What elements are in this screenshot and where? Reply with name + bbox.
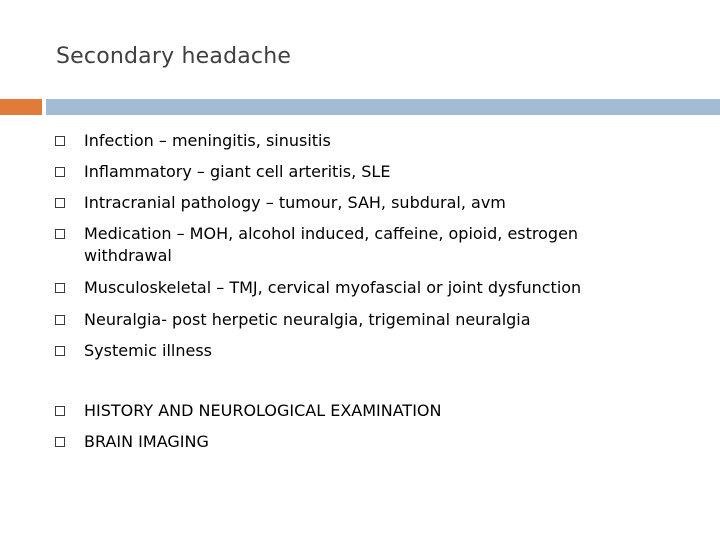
list-item [55, 223, 695, 267]
list-item [55, 161, 695, 183]
bullet-text: Systemic illness [84, 341, 212, 360]
list-item [55, 431, 695, 453]
list-item [55, 340, 695, 362]
square-bullet-icon [55, 229, 65, 239]
square-bullet-icon [55, 198, 65, 208]
square-bullet-icon [55, 315, 65, 325]
bullet-text: Neuralgia- post herpetic neuralgia, trigeminal neuralgia [84, 310, 531, 329]
list-item [55, 277, 695, 299]
square-bullet-icon [55, 136, 65, 146]
square-bullet-icon [55, 437, 65, 447]
list-item [55, 192, 695, 214]
square-bullet-icon [55, 283, 65, 293]
bullet-text: Intracranial pathology – tumour, SAH, subdural, avm [84, 193, 506, 212]
bullet-text: Infection – meningitis, sinusitis [84, 131, 331, 150]
bullet-text: Medication – MOH, alcohol induced, caffeine, opioid, estrogen withdrawal [84, 224, 579, 265]
square-bullet-icon [55, 346, 65, 356]
square-bullet-icon [55, 406, 65, 416]
bullet-text: Musculoskeletal – TMJ, cervical myofascial or joint dysfunction [84, 278, 582, 297]
bullet-text: BRAIN IMAGING [84, 432, 209, 451]
square-bullet-icon [55, 167, 65, 177]
list-item [55, 130, 695, 152]
slide-title: Secondary headache [56, 44, 292, 69]
list-item [55, 309, 695, 331]
bullet-text: Inflammatory – giant cell arteritis, SLE [84, 162, 391, 181]
bullet-text: HISTORY AND NEUROLOGICAL EXAMINATION [84, 401, 442, 420]
list-item [55, 400, 695, 422]
